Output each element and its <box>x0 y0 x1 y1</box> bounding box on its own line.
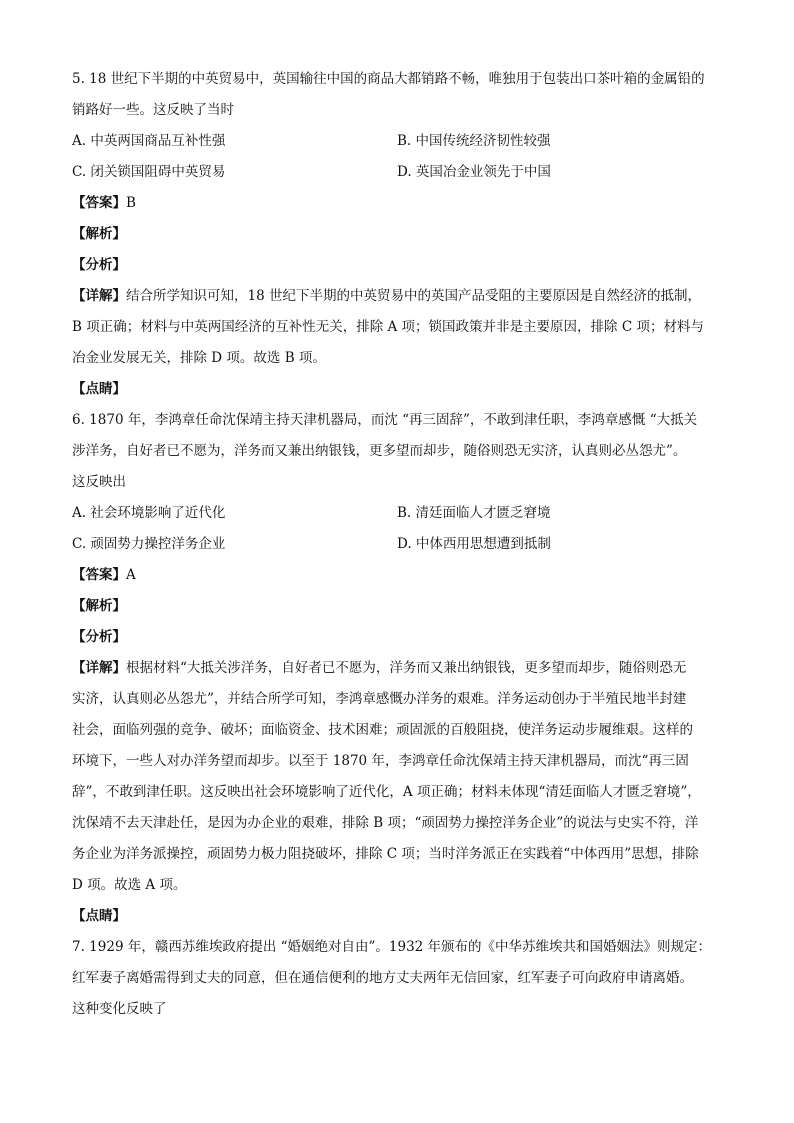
question-stem-line: 涉洋务，自好者已不愿为，洋务而又兼出纳银钱，更多望而却步，随俗则恐无实济，认真则必丛怨尤”。 <box>72 443 687 459</box>
detail-line: 社会，面临列强的竞争、破坏；面临资金、技术困难；顽固派的百般阻挠，使洋务运动步履维艰。这样的 <box>72 722 693 738</box>
option-a: A. 社会环境影响了近代化 <box>72 505 226 521</box>
document-page <box>72 64 732 1025</box>
answer-value: B <box>126 195 136 211</box>
options-row <box>72 126 732 157</box>
answer-value: A <box>126 567 136 583</box>
question-stem-line: 红军妻子离婚需得到丈夫的同意，但在通信便利的地方丈夫两年无信回家，红军妻子可向政府申请离婚。 <box>72 970 693 986</box>
answer-label: 【答案】 <box>72 195 126 211</box>
analysis-label: 【解析】 <box>72 598 126 614</box>
question-stem-line: 7. 1929 年，赣西苏维埃政府提出 “婚姻绝对自由”。1932 年颁布的《中华苏维埃共和国婚姻法》则规定： <box>72 939 712 955</box>
detail-label: 【详解】 <box>72 660 126 676</box>
detail-text: 根据材料“大抵关涉洋务，自好者已不愿为，洋务而又兼出纳银钱，更多望而却步，随俗则恐无 <box>126 660 687 676</box>
detail-line: 实济，认真则必丛怨尤”，并结合所学可知，李鸿章感慨办洋务的艰难。洋务运动创办于半殖民地半封建 <box>72 691 687 707</box>
option-a: A. 中英两国商品互补性强 <box>72 133 226 149</box>
detail-line <box>72 281 732 312</box>
detail-line: 环境下，一些人对办洋务望而却步。以至于 1870 年，李鸿章任命沈保靖主持天津机器局，而沈“再三固 <box>72 753 689 769</box>
question-stem-line: 6. 1870 年，李鸿章任命沈保靖主持天津机器局，而沈 “再三固辞”，不敢到津任职，李鸿章感慨 “大抵关 <box>72 412 698 428</box>
dianjing-label: 【点睛】 <box>72 381 126 397</box>
option-c: C. 闭关锁国阻碍中英贸易 <box>72 164 226 180</box>
detail-line: 辞”，不敢到津任职。这反映出社会环境影响了近代化，A 项正确；材料未体现“清廷面临人才匮乏窘境”， <box>72 784 701 800</box>
detail-text: 结合所学知识可知，18 世纪下半期的中英贸易中的英国产品受阻的主要原因是自然经济的抵制， <box>126 288 701 304</box>
detail-line: D 项。故选 A 项。 <box>72 877 187 893</box>
detail-line: 沈保靖不去天津赴任，是因为办企业的艰难，排除 B 项；“顽固势力操控洋务企业”的说法与史实不符，洋 <box>72 815 699 831</box>
question-stem-line: 销路好一些。这反映了当时 <box>72 102 234 118</box>
question-stem-line: 5. 18 世纪下半期的中英贸易中，英国输往中国的商品大都销路不畅，唯独用于包装出口茶叶箱的金属铅的 <box>72 71 705 87</box>
answer-line <box>72 560 732 591</box>
question-5 <box>72 64 732 405</box>
fenxi-label: 【分析】 <box>72 629 126 645</box>
fenxi-label: 【分析】 <box>72 257 126 273</box>
option-d: D. 中体西用思想遭到抵制 <box>397 536 551 552</box>
option-d: D. 英国冶金业领先于中国 <box>397 164 551 180</box>
dianjing-label: 【点睛】 <box>72 908 126 924</box>
option-b: B. 清廷面临人才匮乏窘境 <box>397 505 551 521</box>
analysis-label: 【解析】 <box>72 226 126 242</box>
answer-line <box>72 188 732 219</box>
detail-line: B 项正确；材料与中英两国经济的互补性无关，排除 A 项；锁国政策并非是主要原因，排除 C 项；材料与 <box>72 319 704 335</box>
detail-label: 【详解】 <box>72 288 126 304</box>
options-row <box>72 498 732 529</box>
question-6 <box>72 405 732 932</box>
detail-line: 冶金业发展无关，排除 D 项。故选 B 项。 <box>72 350 326 366</box>
detail-line <box>72 653 732 684</box>
question-stem-line: 这种变化反映了 <box>72 1001 167 1017</box>
option-b: B. 中国传统经济韧性较强 <box>397 133 551 149</box>
option-c: C. 顽固势力操控洋务企业 <box>72 536 226 552</box>
detail-line: 务企业为洋务派操控，顽固势力极力阻挠破坏，排除 C 项；当时洋务派正在实践着“中体西用”思想，排除 <box>72 846 699 862</box>
answer-label: 【答案】 <box>72 567 126 583</box>
options-row <box>72 157 732 188</box>
question-stem-line: 这反映出 <box>72 474 126 490</box>
options-row <box>72 529 732 560</box>
question-7 <box>72 932 732 1025</box>
